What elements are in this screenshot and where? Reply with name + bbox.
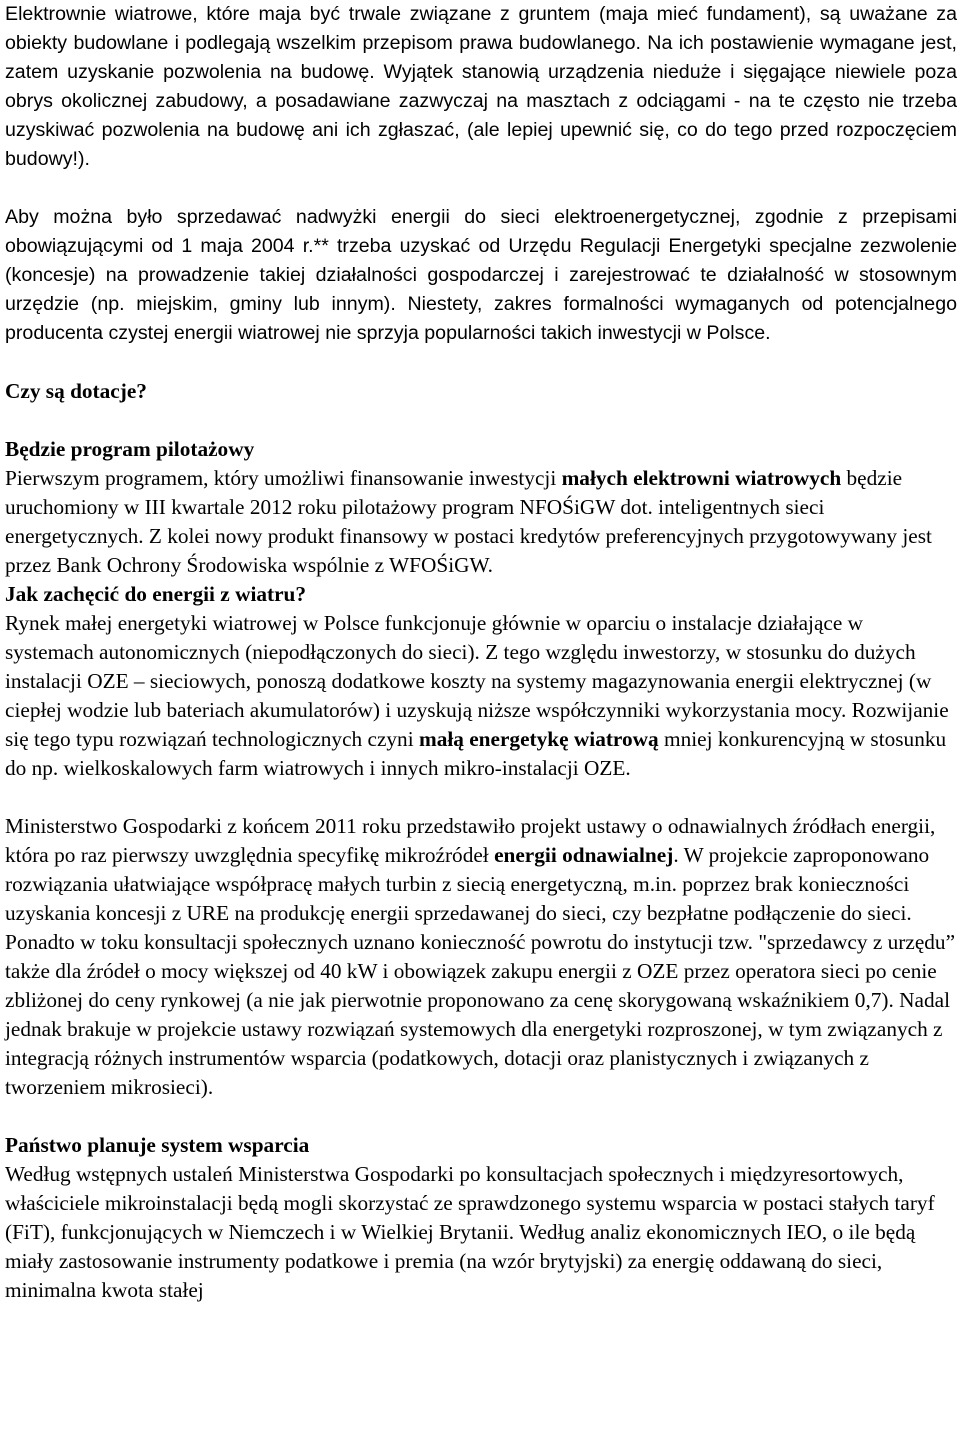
text-segment: Ministerstwo Gospodarki z końcem 2011 roku przedstawiło projekt ustawy o odnawialnych źródłach energii, która po raz pierwszy uwzględnia specyfikę mikroźródeł xyxy=(5,814,936,867)
heading-pilot-program xyxy=(5,435,957,464)
heading-pilot-program-text: Będzie program pilotażowy xyxy=(5,437,255,461)
text-segment: Rynek małej energetyki wiatrowej w Polsce funkcjonuje głównie w oparciu o instalacje działające w systemach autonomicznych (niepodłączonych do sieci). Z tego względu inwestorzy, w stosunku do dużych instalacji OZE – sieciowych, ponoszą dodatkowe koszty na systemy magazynowania energii elektrycznej (w ciepłej wodzie lub bateriach akumulatorów) i uzyskują niższe współczynniki wykorzystania mocy. Rozwijanie się tego typu rozwiązań technologicznych czyni xyxy=(5,611,949,751)
bold-segment: małych elektrowni wiatrowych xyxy=(561,466,842,490)
heading-zachecic-text: Jak zachęcić do energii z wiatru? xyxy=(5,582,307,606)
bold-segment: energii odnawialnej xyxy=(494,843,674,867)
spacer xyxy=(5,406,957,435)
heading-support-system-text: Państwo planuje system wsparcia xyxy=(5,1133,310,1157)
paragraph-ministry xyxy=(5,812,957,1102)
paragraph-energy-sales: Aby można było sprzedawać nadwyżki energii do sieci elektroenergetycznej, zgodnie z przepisami obowiązującymi od 1 maja 2004 r.** trzeba uzyskać od Urzędu Regulacji Energetyki specjalne zezwolenie (koncesje) na prowadzenie takiej działalności gospodarczej i zarejestrować te działalność w stosownym urzędzie (np. miejskim, gminy lub innym). Niestety, zakres formalności wymaganych od potencjalnego producenta czystej energii wiatrowej nie sprzyja popularności takich inwestycji w Polsce. xyxy=(5,206,957,344)
heading-support-system xyxy=(5,1131,957,1160)
text-segment: Pierwszym programem, który umożliwi finansowanie inwestycji xyxy=(5,466,562,490)
text-segment: mniej konkurencyjną w stosunku do np. wielkoskalowych farm wiatrowych i innych mikro-instalacji OZE. xyxy=(5,727,947,780)
heading-zachecic xyxy=(5,580,957,609)
spacer xyxy=(5,1102,957,1131)
document-page xyxy=(5,0,957,1305)
text-segment: będzie uruchomiony w III kwartale 2012 roku pilotażowy program NFOŚiGW dot. inteligentnych sieci energetycznych. Z kolei nowy produkt finansowy w postaci kredytów preferencyjnych przygotowywany jest przez Bank Ochrony Środowiska wspólnie z WFOŚiGW. xyxy=(5,466,932,577)
spacer xyxy=(5,783,957,812)
spacer xyxy=(5,174,957,203)
heading-dotacje xyxy=(5,377,957,406)
paragraph-support-system: Według wstępnych ustaleń Ministerstwa Gospodarki po konsultacjach społecznych i międzyresortowych, właściciele mikroinstalacji będą mogli skorzystać ze sprawdzonego systemu wsparcia w postaci stałych taryf (FiT), funkcjonujących w Niemczech i w Wielkiej Brytanii. Według analiz ekonomicznych IEO, o ile będą miały zastosowanie instrumenty podatkowe i premia (na wzór brytyjski) za energię oddawaną do sieci, minimalna kwota stałej xyxy=(5,1162,935,1302)
heading-dotacje-text: Czy są dotacje? xyxy=(5,379,147,403)
paragraph-pilot-program xyxy=(5,464,957,580)
paragraph-building-permit: Elektrownie wiatrowe, które maja być trwale związane z gruntem (maja mieć fundament), są uważane za obiekty budowlane i podlegają wszelkim przepisom prawa budowlanego. Na ich postawienie wymagane jest, zatem uzyskanie pozwolenia na budowę. Wyjątek stanowią urządzenia nieduże i sięgające niewiele poza obrys okolicznej zabudowy, a posadawiane zazwyczaj na masztach z odciągami - na te często nie trzeba uzyskiwać pozwolenia na budowę ani ich zgłaszać, (ale lepiej upewnić się, co do tego przed rozpoczęciem budowy!). xyxy=(5,3,957,170)
bold-segment: małą energetykę wiatrową xyxy=(418,727,659,751)
spacer xyxy=(5,348,957,377)
paragraph-market xyxy=(5,609,957,783)
text-segment: . W projekcie zaproponowano rozwiązania ułatwiające współpracę małych turbin z siecią energetyczną, m.in. poprzez brak konieczności uzyskania koncesji z URE na produkcję energii sprzedawanej do sieci, czy bezpłatne podłączenie do sieci. Ponadto w toku konsultacji społecznych uznano konieczność powrotu do instytucji tzw. "sprzedawcy z urzędu” także dla źródeł o mocy większej od 40 kW i obowiązek zakupu energii z OZE przez operatora sieci po cenie zbliżonej do ceny rynkowej (a nie jak pierwotnie proponowano za cenę skorygowaną wskaźnikiem 0,7). Nadal jednak brakuje w projekcie ustawy rozwiązań systemowych dla energetyki rozproszonej, w tym związanych z integracją różnych instrumentów wsparcia (podatkowych, dotacji oraz planistycznych i związanych z tworzeniem mikrosieci). xyxy=(5,843,956,1099)
